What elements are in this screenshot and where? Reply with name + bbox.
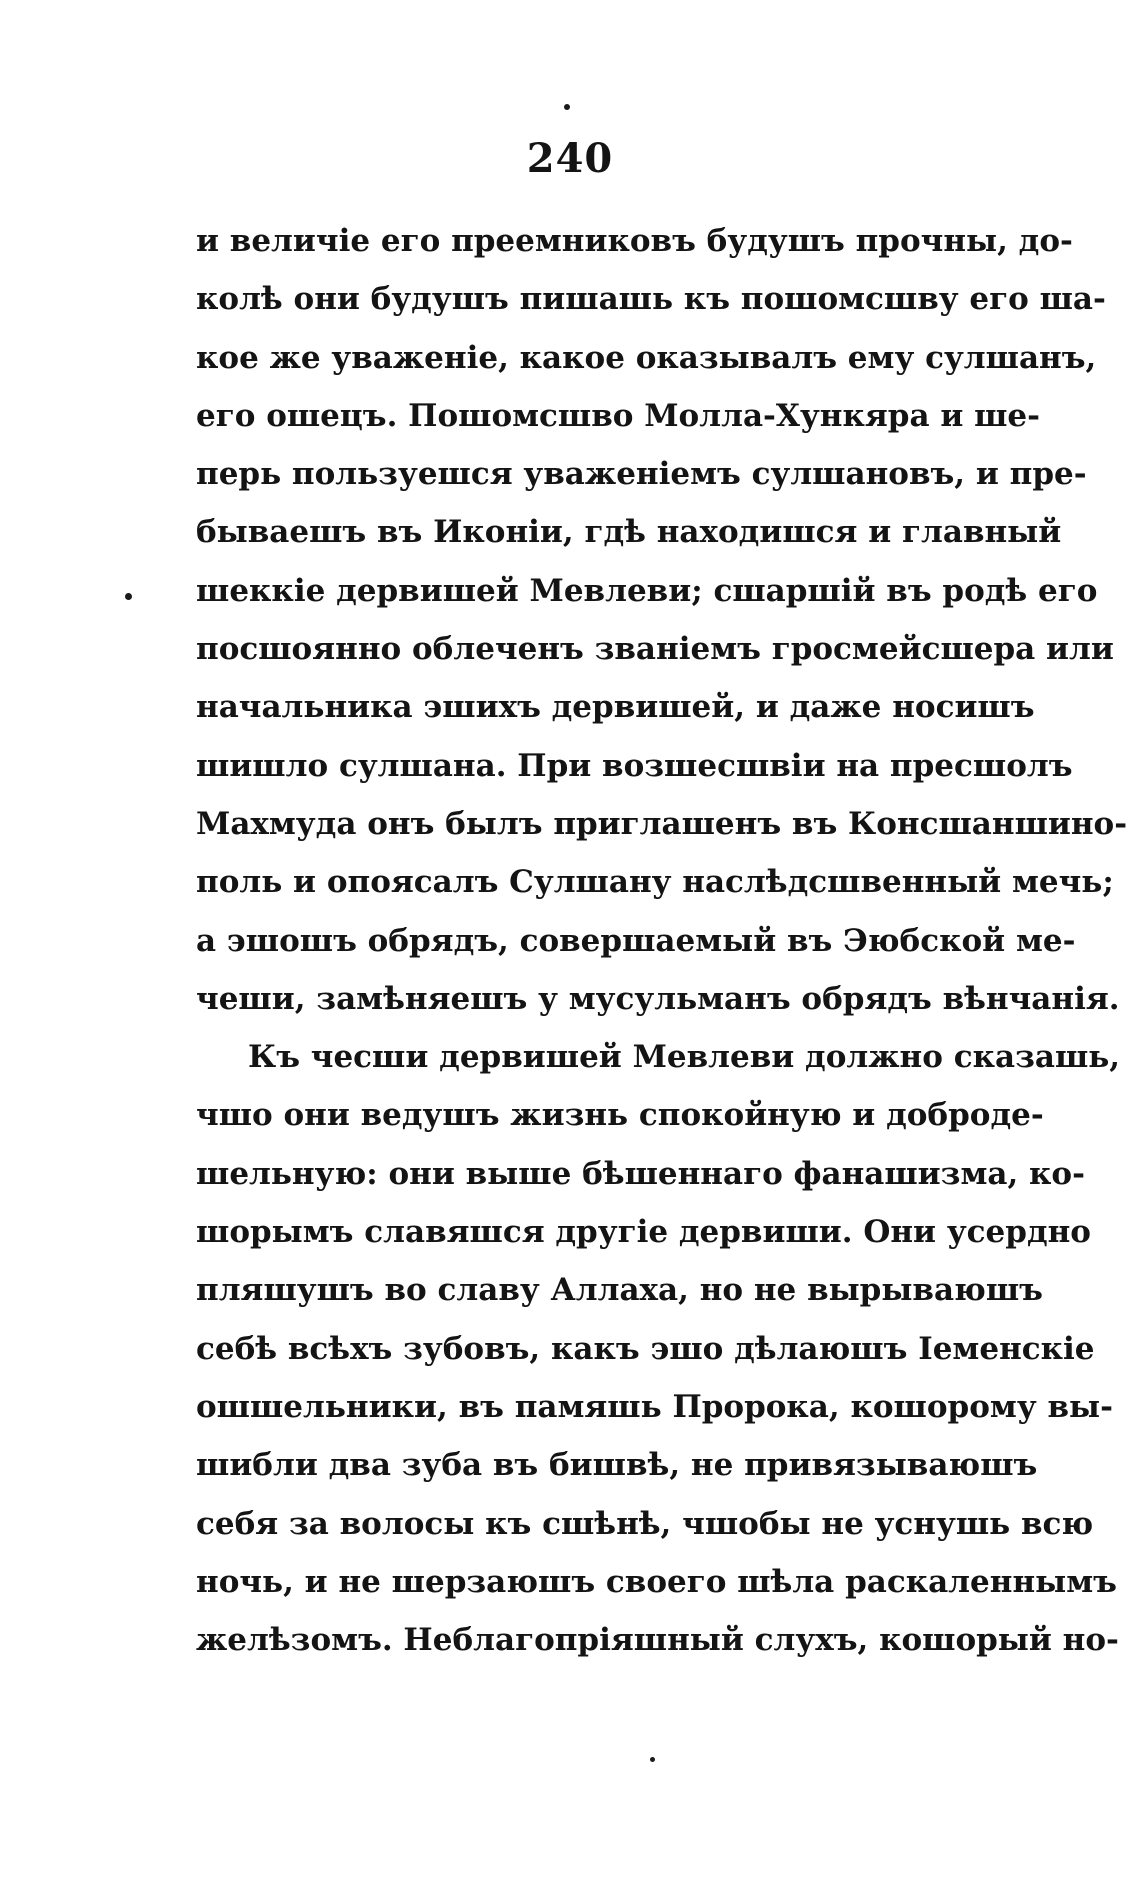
text-line: себя за волосы къ сшѣнѣ, чшобы не уснушь всю bbox=[196, 1505, 1094, 1542]
page-number: 240 bbox=[526, 135, 614, 182]
text-line: бываешъ въ Иконіи, гдѣ находишся и главный bbox=[196, 514, 1062, 551]
text-line: чшо они ведушъ жизнь спокойную и доброде- bbox=[196, 1097, 1044, 1134]
text-line: колѣ они будушъ пишашь къ пошомсшву его ша- bbox=[196, 281, 1106, 318]
text-line: а эшошъ обрядъ, совершаемый въ Эюбской ме- bbox=[196, 922, 1076, 959]
text-line: себѣ всѣхъ зубовъ, какъ эшо дѣлаюшъ Іеменскіе bbox=[196, 1330, 1095, 1367]
top-ink-dot bbox=[564, 104, 570, 110]
text-line: шорымъ славяшся другіе дервиши. Они усердно bbox=[196, 1214, 1091, 1251]
text-line: ночь, и не шерзаюшъ своего шѣла раскаленнымъ bbox=[196, 1563, 1117, 1600]
text-line: ошшельники, въ памяшь Пророка, кошорому вы- bbox=[196, 1388, 1113, 1425]
text-line: пляшушъ во славу Аллаха, но не вырываюшъ bbox=[196, 1272, 1043, 1309]
left-ink-dot bbox=[125, 593, 132, 600]
body-text bbox=[196, 212, 1128, 1669]
text-line: желѣзомъ. Неблагопріяшный слухъ, кошорый но- bbox=[196, 1622, 1119, 1659]
text-line: посшоянно облеченъ званіемъ гросмейсшера или bbox=[196, 631, 1114, 668]
paragraph-1 bbox=[196, 212, 1128, 1028]
text-line: Махмуда онъ былъ приглашенъ въ Консшаншино- bbox=[196, 805, 1128, 842]
bottom-ink-dot bbox=[650, 1757, 655, 1762]
text-line: шеккіе дервишей Мевлеви; сшаршій въ родѣ его bbox=[196, 572, 1098, 609]
text-line: шишло сулшана. При возшесшвіи на пресшолъ bbox=[196, 747, 1073, 784]
text-line: и величіе его преемниковъ будушъ прочны, до- bbox=[196, 223, 1073, 259]
text-line: шельную: они выше бѣшеннаго фанашизма, ко- bbox=[196, 1155, 1085, 1192]
text-line: Къ чесши дервишей Мевлеви должно сказашь, bbox=[248, 1039, 1121, 1076]
paragraph-2 bbox=[196, 1028, 1121, 1669]
text-line: поль и опоясалъ Сулшану наслѣдсшвенный мечь; bbox=[196, 864, 1114, 901]
text-line: чеши, замѣняешъ у мусульманъ обрядъ вѣнчанія. bbox=[196, 980, 1120, 1017]
text-line: его ошецъ. Пошомсшво Молла-Хункяра и ше- bbox=[196, 397, 1041, 434]
text-line: начальника эшихъ дервишей, и даже носишъ bbox=[196, 689, 1035, 726]
text-line: кое же уваженіе, какое оказывалъ ему сулшанъ, bbox=[196, 339, 1097, 376]
text-line: шибли два зуба въ бишвѣ, не привязываюшъ bbox=[196, 1447, 1038, 1484]
text-line: перь пользуешся уваженіемъ сулшановъ, и пре- bbox=[196, 456, 1087, 493]
